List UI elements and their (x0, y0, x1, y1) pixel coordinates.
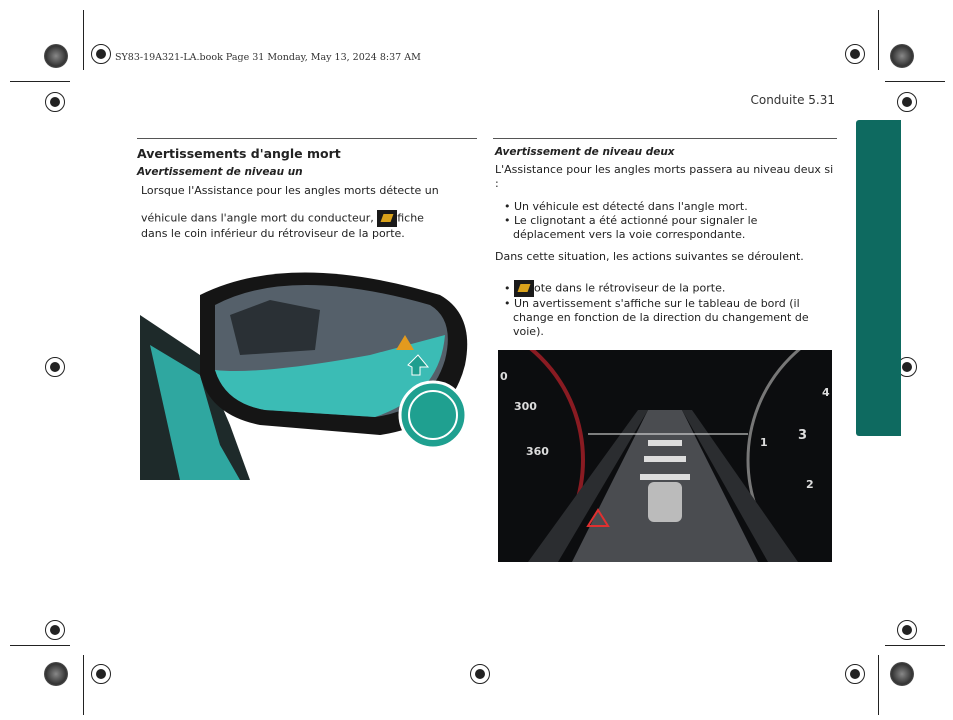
crosshair-mark (845, 44, 865, 64)
list-item: • Un véhicule est détecté dans l'angle mort. (497, 200, 827, 214)
crosshair-mark (845, 664, 865, 684)
gauge-label: 300 (514, 400, 537, 413)
crop-line (878, 10, 879, 70)
paragraph-text: véhicule dans l'angle mort du conducteur, (141, 211, 374, 225)
gauge-label: 1 (760, 436, 768, 449)
list-item: • Un avertissement s'affiche sur le tableau de bord (il change en fonction de la direction du changement de voie). (497, 297, 827, 339)
crosshair-mark (470, 664, 490, 684)
crop-line (885, 81, 945, 82)
gauge-label: 2 (806, 478, 814, 491)
paragraph: Dans cette situation, les actions suivantes se déroulent. (495, 250, 804, 263)
column-rule (493, 138, 837, 139)
chapter-tab (856, 120, 901, 436)
crosshair-mark (91, 44, 111, 64)
crosshair-mark (897, 620, 917, 640)
crosshair-mark (91, 664, 111, 684)
crosshair-mark (45, 620, 65, 640)
paragraph: L'Assistance pour les angles morts passera au niveau deux si : (495, 163, 834, 190)
gauge-label: 4 (822, 386, 830, 399)
paragraph: dans le coin inférieur du rétroviseur de la porte. (141, 227, 405, 240)
running-head: Conduite 5.31 (750, 93, 835, 107)
registration-dot (44, 662, 68, 686)
gauge-label: 3 (798, 428, 808, 443)
blind-spot-warning-icon (514, 280, 534, 297)
registration-dot (890, 662, 914, 686)
paragraph-text: fiche (397, 211, 424, 225)
subsection-title: Avertissement de niveau un (137, 166, 303, 178)
crosshair-mark (45, 92, 65, 112)
section-title: Avertissements d'angle mort (137, 146, 341, 161)
column-rule (137, 138, 477, 139)
crosshair-mark (897, 92, 917, 112)
subsection-title: Avertissement de niveau deux (495, 146, 675, 158)
registration-dot (890, 44, 914, 68)
list-item (497, 280, 827, 297)
registration-dot (44, 44, 68, 68)
conditions-list (497, 200, 827, 242)
instrument-cluster-illustration (498, 350, 832, 562)
blind-spot-warning-icon (377, 210, 397, 227)
crop-line (83, 655, 84, 715)
crop-line (83, 10, 84, 70)
crop-line (10, 645, 70, 646)
list-item: • Le clignotant a été actionné pour signaler le déplacement vers la voie correspondante. (497, 214, 827, 242)
crop-line (885, 645, 945, 646)
crosshair-mark (45, 357, 65, 377)
paragraph (141, 210, 424, 227)
gauge-label: 360 (526, 445, 549, 458)
mirror-illustration (140, 255, 480, 480)
crop-line (10, 81, 70, 82)
print-slug: SY83-19A321-LA.book Page 31 Monday, May 13, 2024 8:37 AM (115, 52, 421, 63)
crop-line (878, 655, 879, 715)
paragraph: Lorsque l'Assistance pour les angles morts détecte un (141, 184, 439, 197)
list-item-text: ote dans le rétroviseur de la porte. (534, 281, 726, 295)
gauge-label: 0 (500, 370, 508, 383)
actions-list (497, 280, 827, 339)
